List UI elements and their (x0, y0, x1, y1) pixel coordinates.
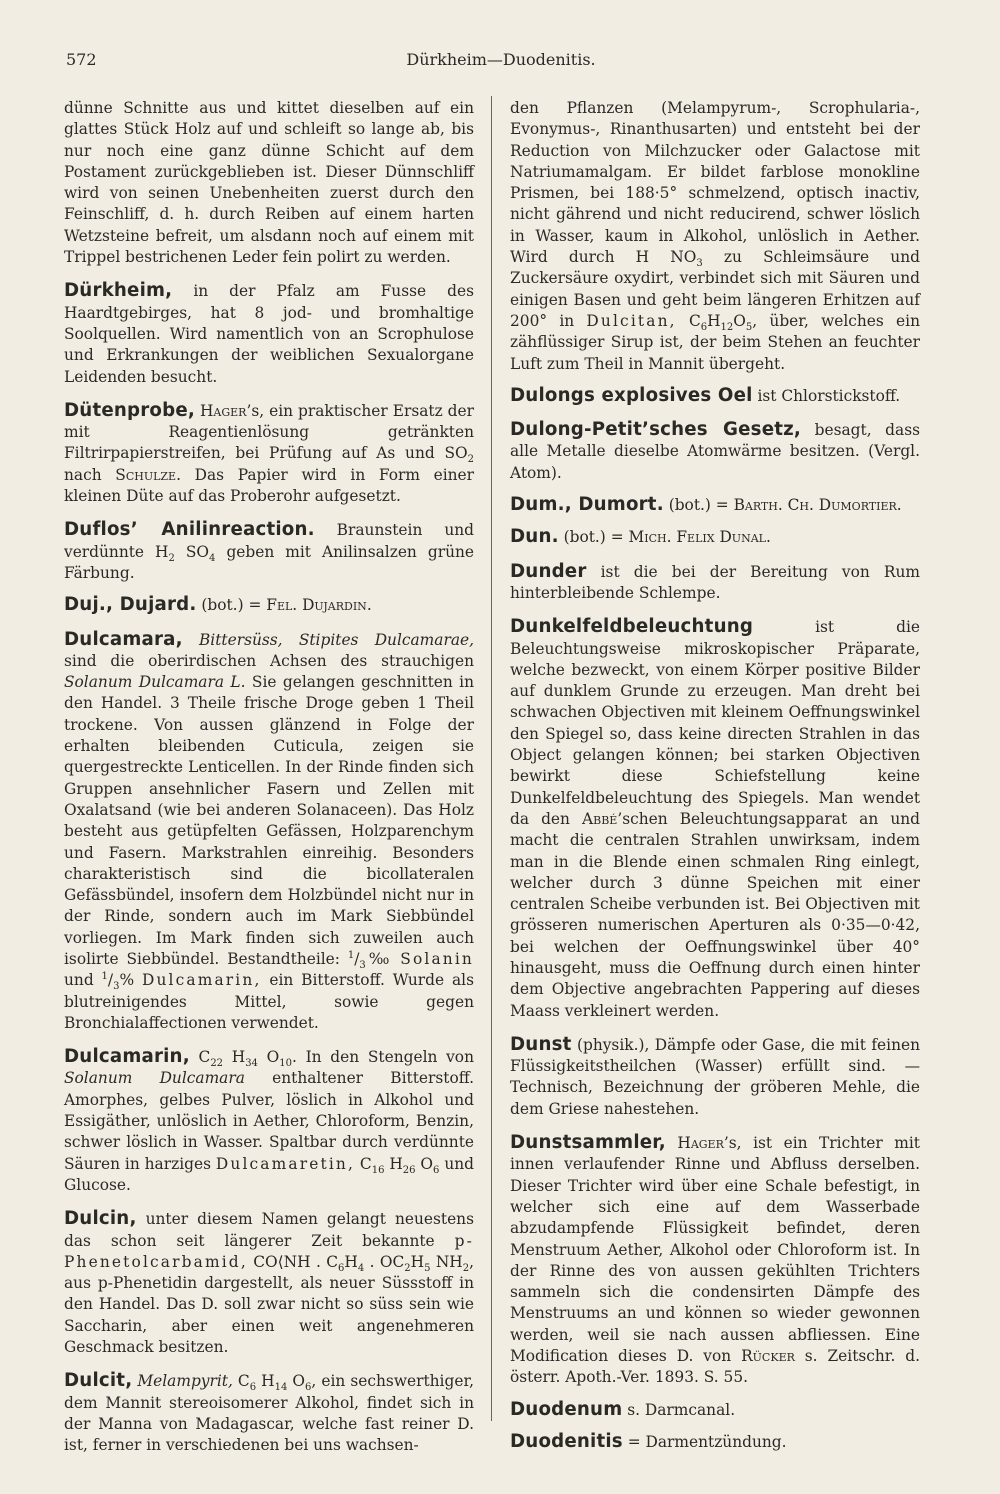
entry-text: 2 (404, 1262, 411, 1274)
dictionary-entry (64, 1046, 474, 1196)
entry-text: ’s, ist ein Trichter mit innen verlaufender Rinne und Abfluss derselben. Dieser Trichter wird über eine Schale befestigt, in welcher sich eine auf dem Wasserbade abzudampfende Flüssigkeit befindet, deren Menstruum Aether, Alkohol oder Chloroform ist. In der Rinne des von aussen gekühlten Trichters sammeln sich die condensirten Dämpfe des Menstruums an und können so wieder gewonnen werden, weil sie nach aussen abfliessen. Eine Modification dieses D. von (510, 1134, 920, 1366)
entry-text: / (107, 971, 114, 990)
entry-text: den Pflanzen (Melampyrum-, Scrophularia-, Evonymus-, Rinanthusarten) und entsteht bei der Reduction von Milchzucker oder Galactose mit Natriumamalgam. Er bildet farblose monokline Prismen, bei 188·5° schmelzend, optisch inactiv, nicht gährend und nicht reducirend, schwer löslich in Wasser, kaum in Alkohol, unlöslich in Aether. Wird durch H NO (510, 99, 920, 267)
entry-text: 6 (249, 1382, 257, 1394)
continued-text (64, 98, 474, 268)
dictionary-entry (510, 561, 920, 605)
entry-headword: Dulcit, (64, 1370, 133, 1392)
entry-text: p-Phenetolcarbamid, (64, 1231, 474, 1271)
entry-text: Dulcamaretin, (215, 1154, 356, 1173)
dictionary-entry (64, 1370, 474, 1456)
entry-text: H (384, 1154, 403, 1173)
entry-text: 14 (274, 1382, 288, 1394)
entry-text: zu Schleimsäure und Zuckersäure oxydirt, verbindet sich mit Säuren und einigen Basen und geht beim längeren Erhitzen auf 200° in (510, 248, 920, 330)
left-column (64, 98, 474, 1457)
entry-text: ’schen Beleuchtungsapparat an und macht die centralen Strahlen unwirksam, indem man in die Blende einen schmalen Ring einlegt, welcher durch 3 dünne Speichen mit einer centralen Scheibe verbunden ist. Bei Objectiven mit grösseren numerischen Aperturen als 0·35—0·42, bei welchen der Oeffnungswinkel über 40° hinausgeht, muss die Oeffnung durch einen hinter dem Objective angebrachten Pappering auf dieses Maass verkleinert werden. (510, 809, 920, 1020)
entry-text: Mich. Felix Dunal (628, 528, 766, 547)
entry-text: 2 (462, 1262, 470, 1274)
entry-text (183, 631, 199, 649)
entry-text: O (733, 311, 746, 330)
page-header (66, 42, 936, 72)
dictionary-entry (510, 494, 920, 516)
right-column (510, 98, 920, 1453)
dictionary-entry (510, 419, 920, 484)
entry-text: Abbé (582, 809, 618, 828)
entry-text: 1 (101, 971, 108, 983)
continued-text (510, 98, 920, 375)
entry-text: Solanin (400, 949, 474, 968)
entry-text: CO⟨NH . C (247, 1252, 339, 1271)
entry-text: Dulcamarin, (141, 971, 262, 990)
entry-text: H (223, 1048, 246, 1067)
entry-text: 6 (433, 1164, 440, 1176)
entry-headword: Dunder (510, 560, 587, 582)
entry-text: Solanum Dulcamara (64, 1069, 245, 1088)
dictionary-entry (510, 1132, 920, 1389)
entry-text: 26 (402, 1164, 416, 1176)
dictionary-entry (64, 280, 474, 387)
entry-text: H (344, 1252, 358, 1271)
entry-headword: Dulong-Petit’sches Gesetz, (510, 419, 802, 441)
entry-text: 6 (700, 322, 708, 334)
entry-text: 10 (279, 1058, 292, 1070)
entry-headword: Duodenum (510, 1398, 623, 1420)
entry-text: 34 (245, 1058, 258, 1070)
entry-text: Bittersüss, Stipites Dulcamarae, (199, 630, 474, 649)
entry-text: Hager (199, 401, 247, 420)
entry-text: . (366, 596, 372, 615)
entry-text: Schulze (115, 465, 177, 484)
dictionary-entry (64, 400, 474, 507)
entry-text: NH (430, 1252, 463, 1271)
entry-text: 2 (467, 454, 474, 466)
entry-text: C (355, 1154, 372, 1173)
page-number: 572 (66, 50, 97, 69)
entry-text: 6 (305, 1382, 312, 1394)
dictionary-entry (510, 616, 920, 1022)
entry-text: 1 (347, 949, 355, 961)
entry-text: (physik.), Dämpfe oder Gase, die mit feinen Flüssigkeitstheilchen (Wasser) erfüllt sind. — Technisch, Bezeichnung der gröberen Mehle, die dem Griese nahestehen. (510, 1035, 920, 1118)
dictionary-entry (510, 1431, 920, 1453)
entry-text: 2 (168, 552, 175, 564)
entry-text: % (119, 971, 142, 990)
entry-text: . In den Stengeln von (291, 1048, 474, 1067)
entry-text: und (64, 971, 102, 990)
entry-text: H (707, 311, 721, 330)
entry-text: Braunstein und verdünnte H (64, 521, 475, 561)
entry-text: nach (64, 465, 116, 484)
entry-text: 22 (210, 1058, 224, 1070)
entry-headword: Dütenprobe, (64, 399, 195, 421)
dictionary-entry (510, 1399, 920, 1421)
entry-text: . OC (364, 1252, 405, 1271)
entry-text: C (232, 1372, 250, 1391)
entry-text: besagt, dass alle Metalle dieselbe Atomwärme besitzen. (Vergl. Atom). (510, 421, 920, 482)
entry-text: geben mit Anilinsalzen grüne Färbung. (64, 542, 474, 582)
running-head: Dürkheim—Duodenitis. (406, 50, 596, 69)
entry-headword: Dulongs explosives Oel (510, 384, 753, 406)
entry-text: Melampyrit, (137, 1372, 233, 1391)
entry-text: Rücker (741, 1347, 795, 1366)
entry-text: 4 (357, 1262, 365, 1274)
entry-text: 3 (359, 960, 366, 972)
entry-headword: Duflos’ Anilinreaction. (64, 519, 315, 541)
entry-headword: Duj., Dujard. (64, 594, 197, 616)
entry-headword: Duodenitis (510, 1430, 623, 1452)
dictionary-entry (510, 1034, 920, 1120)
entry-text: (bot.) = (558, 528, 629, 547)
entry-text: = Darmentzündung. (622, 1432, 787, 1451)
entry-text: 3 (696, 258, 703, 270)
entry-text: , aus p-Phenetidin dargestellt, als neuer Süssstoff in den Handel. Das D. soll zwar nicht so süss sein wie Saccharin, aber einen weit angenehmeren Geschmack besitzen. (64, 1252, 474, 1357)
entry-headword: Dulcamara, (64, 628, 183, 650)
entry-text: ein Bitterstoff. Wurde als blutreinigendes Mittel, sowie gegen Bronchialaffectionen verwendet. (64, 971, 474, 1032)
entry-headword: Dunst (510, 1033, 572, 1055)
entry-headword: Dunstsammler, (510, 1132, 666, 1154)
entry-text: Dulcitan, (586, 311, 677, 330)
entry-text: ‰ (365, 949, 401, 968)
entry-text: 5 (745, 322, 753, 334)
entry-text: (bot.) = (196, 596, 267, 615)
entry-text: . Das Papier wird in Form einer kleinen Düte auf das Proberohr aufgesetzt. (64, 465, 475, 506)
entry-text: H (256, 1372, 275, 1391)
entry-text: H (410, 1252, 425, 1271)
entry-text: . (765, 528, 771, 547)
column-divider (491, 96, 492, 1421)
entry-text: in der Pfalz am Fusse des Haardtgebirges, hat 8 jod- und bromhaltige Soolquellen. Wird namentlich von an Scrophulose und Erkrankungen der weiblichen Sexualorgane Leidenden besucht. (64, 282, 474, 386)
entry-text: und Glucose. (64, 1154, 474, 1194)
entry-text: , über, welches ein zähflüssiger Sirup ist, der beim Stehen an feuchter Luft zum Theil in Mannit übergeht. (510, 311, 921, 373)
entry-text: ist die bei der Bereitung von Rum hinterbleibende Schlempe. (510, 562, 920, 602)
entry-text: 4 (209, 552, 216, 564)
entry-text: O (287, 1372, 306, 1391)
entry-text: C (676, 311, 701, 330)
entry-headword: Dulcin, (64, 1208, 137, 1230)
entry-text: (bot.) = (663, 496, 734, 515)
entry-headword: Dunkelfeldbeleuchtung (510, 616, 754, 638)
dictionary-entry (64, 519, 474, 584)
entry-text (666, 1134, 678, 1152)
entry-text: enthaltener Bitterstoff. Amorphes, gelbes Pulver, löslich in Alkohol und Essigäther, unlöslich in Aether, Chloroform, Benzin, schwer löslich in Wasser. Spaltbar durch verdünnte Säuren in harziges (64, 1069, 474, 1173)
entry-text: . (896, 496, 902, 515)
entry-text: 16 (371, 1164, 385, 1176)
entry-text: ist Chlorstickstoff. (752, 386, 901, 405)
entry-text: ’s, ein praktischer Ersatz der mit Reagentienlösung getränkten Filtrirpapierstreifen, bei Prüfung auf As und SO (64, 401, 474, 463)
entry-text: ist die Beleuchtungsweise mikroskopischer Präparate, welche bezweckt, von einem Körper positive Bilder auf dunklem Grunde zu erzeugen. Man dreht bei schwachen Objectiven mit kleinem Oeffnungswinkel den Spiegel so, dass keine directen Strahlen in das Object gelangen können; bei starken Objectiven bewirkt diese Schiefstellung keine Dunkelfeldbeleuchtung des Spiegels. Man wendet da den (510, 618, 920, 828)
entry-headword: Dürkheim, (64, 280, 173, 302)
entry-headword: Dun. (510, 526, 559, 548)
entry-text: O (415, 1154, 434, 1173)
dictionary-entry (64, 1208, 474, 1358)
entry-text: 3 (113, 981, 120, 993)
entry-text: s. Zeitschr. d. österr. Apoth.-Ver. 1893. S. 55. (510, 1347, 921, 1387)
dictionary-entry (510, 385, 920, 407)
entry-text: Sie gelangen geschnitten in den Handel. 3 Theile frische Droge geben 1 Theil trockene. Von aussen glänzend in Folge der erhalten bleibenden Cuticula, zeigen sie quergestreckte Lenticellen. In der Rinde finden sich Gruppen ansehnlicher Fasern und Zellen mit Oxalatsand (wie bei anderen Solanaceen). Das Holz besteht aus getüpfelten Gefässen, Holzparenchym und Fasern. Markstrahlen einreihig. Besonders charakteristisch sind die bicollateralen Gefässbündel, insofern dem Holzbündel nicht nur in der Rinde, sondern auch im Mark Siebbündel vorliegen. Im Mark finden sich zuweilen auch isolirte Siebbündel. Bestandtheile: (64, 673, 475, 968)
dictionary-entry (64, 594, 474, 616)
entry-text: Barth. Ch. Dumortier (733, 496, 897, 515)
entry-text: 6 (338, 1262, 345, 1274)
entry-text: Fel. Dujardin (266, 596, 367, 615)
entry-text: 5 (424, 1262, 431, 1274)
entry-headword: Dulcamarin, (64, 1046, 190, 1068)
entry-text: C (189, 1048, 211, 1067)
entry-text: Hager (677, 1134, 724, 1153)
entry-text: O (257, 1048, 280, 1067)
entry-text: dünne Schnitte aus und kittet dieselben auf ein glattes Stück Holz auf und schleift so lange ab, bis nur noch eine ganz dünne Schicht auf dem Postament zurückgeblieben ist. Dieser Dünnschliff wird von seinen Unebenheiten zuerst durch den Feinschliff, d. h. durch Reiben auf einem harten Wetzsteine befreit, um alsdann noch auf einem mit Trippel bestrichenen Leder fein polirt zu werden. (64, 99, 474, 267)
dictionary-entry (64, 629, 474, 1035)
entry-text: / (354, 949, 360, 968)
entry-text: Solanum Dulcamara L. (64, 673, 246, 692)
entry-text: 12 (720, 322, 734, 334)
entry-text: SO (174, 542, 210, 561)
entry-text: , ein sechswerthiger, dem Mannit stereoisomerer Alkohol, findet sich in der Manna von Madagascar, welche fast reiner D. ist, ferner in verschiedenen bei uns wachsen- (64, 1372, 474, 1455)
entry-text: sind die oberirdischen Achsen des strauchigen (64, 651, 474, 670)
dictionary-entry (510, 526, 920, 548)
entry-headword: Dum., Dumort. (510, 494, 664, 516)
entry-text: unter diesem Namen gelangt neuestens das schon seit längerer Zeit bekannte (64, 1210, 474, 1250)
entry-text: s. Darmcanal. (622, 1400, 736, 1419)
